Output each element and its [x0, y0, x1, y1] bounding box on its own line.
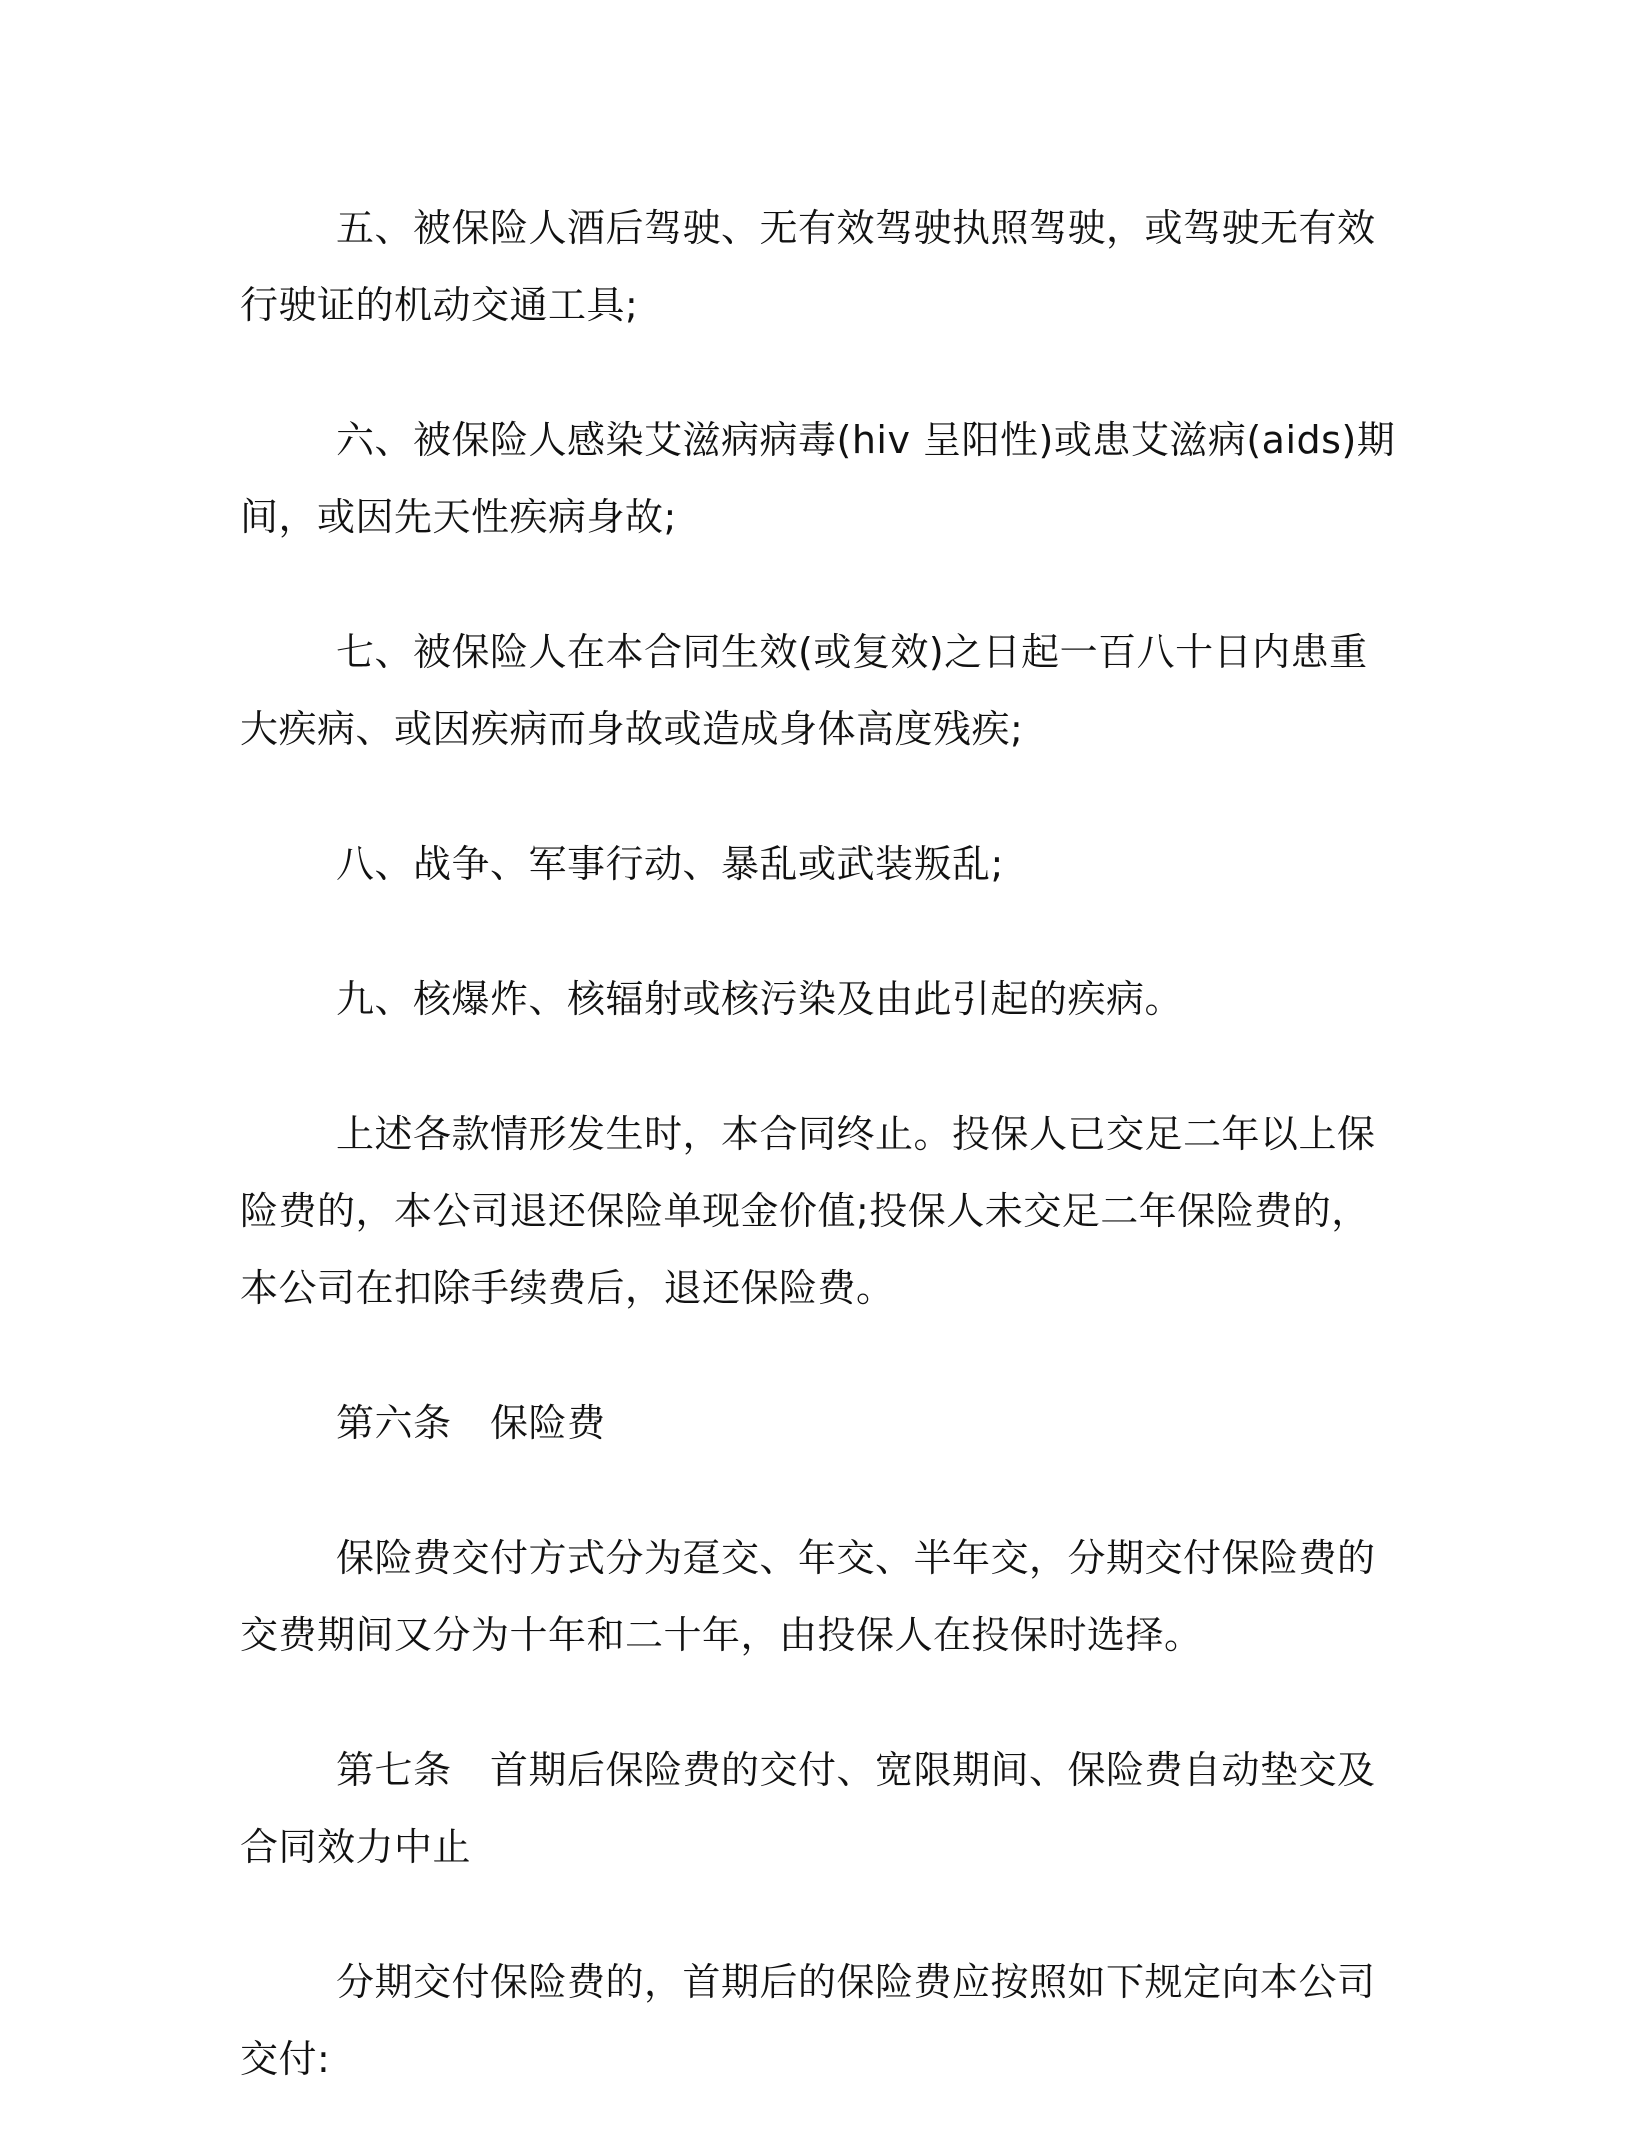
installment-payment-paragraph: 分期交付保险费的，首期后的保险费应按照如下规定向本公司交付:: [240, 1960, 1376, 2081]
document-page: [240, 190, 1400, 2156]
clause-eight-paragraph: 八、战争、军事行动、暴乱或武装叛乱;: [336, 842, 1004, 886]
premium-payment-paragraph: 保险费交付方式分为趸交、年交、半年交，分期交付保险费的交费期间又分为十年和二十年，由投保人在投保时选择。: [240, 1536, 1376, 1657]
clause-seven-paragraph: 七、被保险人在本合同生效(或复效)之日起一百八十日内患重大疾病、或因疾病而身故或造成身体高度残疾;: [240, 630, 1368, 751]
clause-nine-paragraph: 九、核爆炸、核辐射或核污染及由此引起的疾病。: [336, 977, 1184, 1021]
clause-five-paragraph: 五、被保险人酒后驾驶、无有效驾驶执照驾驶，或驾驶无有效行驶证的机动交通工具;: [240, 206, 1376, 327]
clause-six-paragraph: 六、被保险人感染艾滋病病毒(hiv 呈阳性)或患艾滋病(aids)期间，或因先天性疾病身故;: [240, 418, 1396, 539]
termination-paragraph: 上述各款情形发生时，本合同终止。投保人已交足二年以上保险费的，本公司退还保险单现金价值;投保人未交足二年保险费的，本公司在扣除手续费后，退还保险费。: [240, 1112, 1376, 1310]
article-six-heading: 第六条 保险费: [336, 1401, 606, 1445]
article-seven-heading: 第七条 首期后保险费的交付、宽限期间、保险费自动垫交及合同效力中止: [240, 1748, 1376, 1869]
